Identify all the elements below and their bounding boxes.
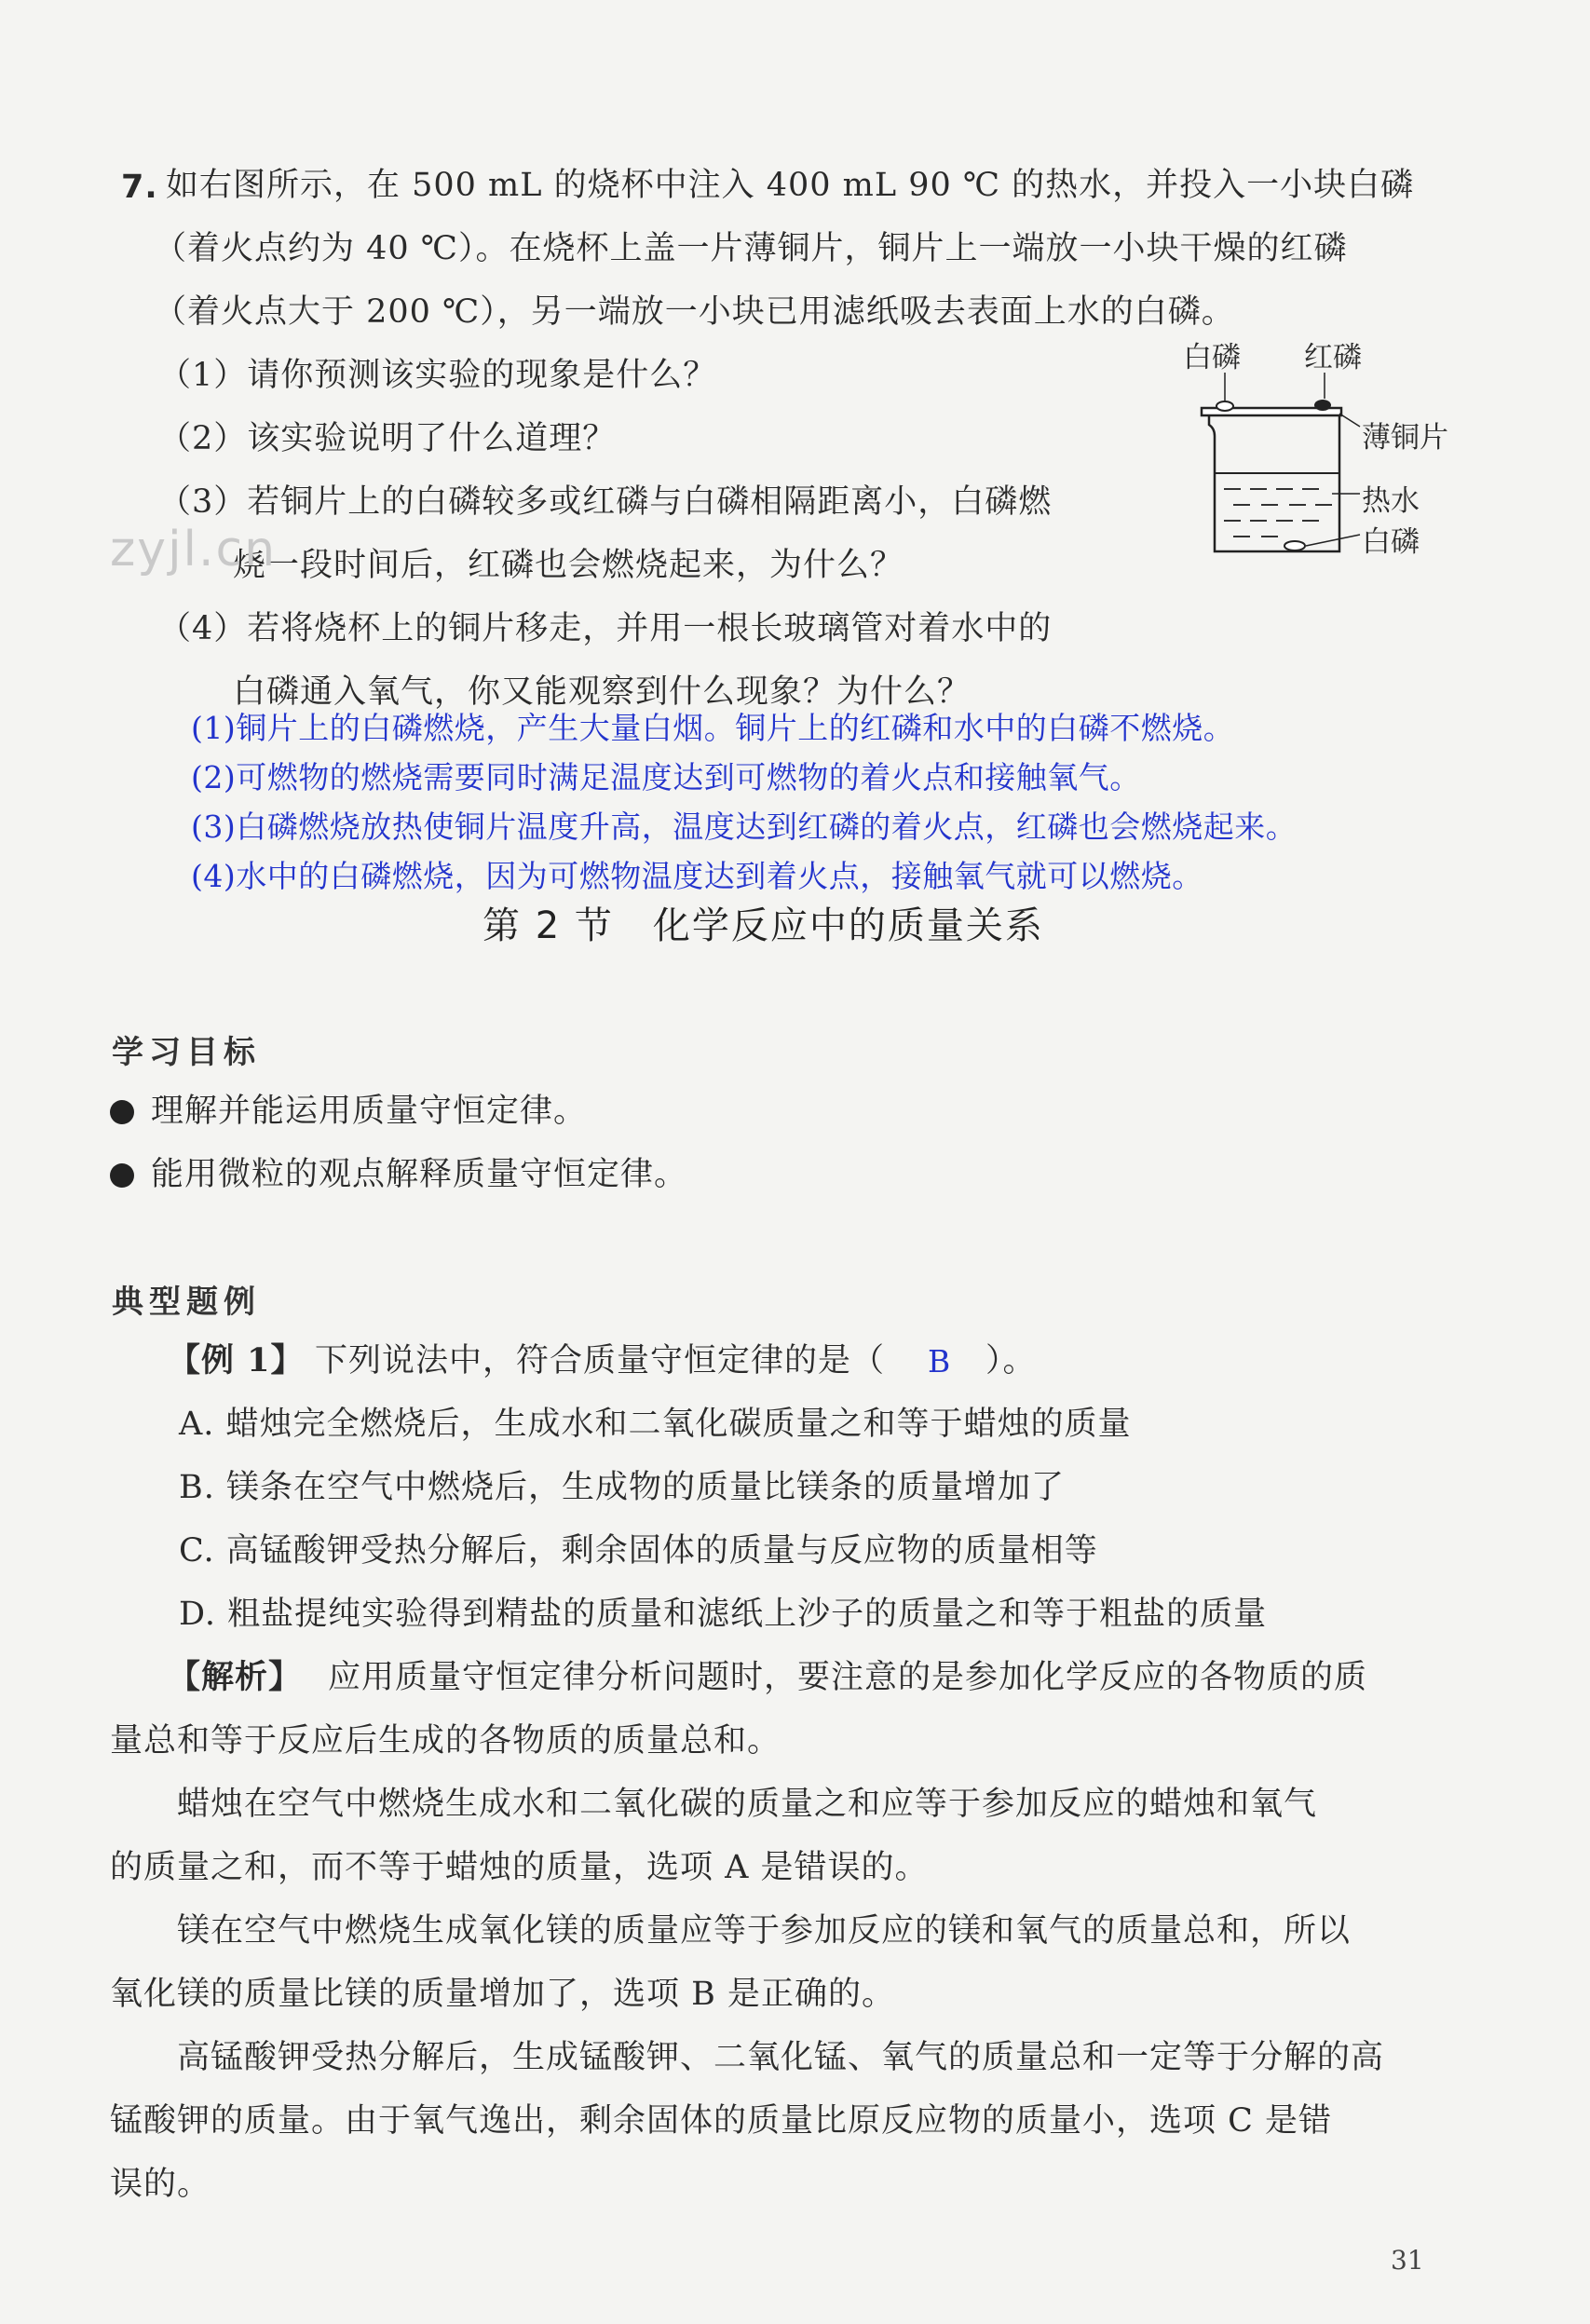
analysis-text: 的质量之和，而不等于蜡烛的质量，选项 A 是错误的。 — [110, 1849, 929, 1886]
question-line: （着火点大于 200 ℃），另一端放一小块已用滤纸吸去表面上水的白磷。 — [154, 293, 1235, 331]
option-a: A. 蜡烛完全燃烧后，生成水和二氧化碳质量之和等于蜡烛的质量 — [179, 1406, 1132, 1443]
analysis-text: 镁在空气中燃烧生成氧化镁的质量应等于参加反应的镁和氧气的质量总和，所以 — [177, 1912, 1352, 1950]
watermark: zyjl.cn — [110, 522, 278, 578]
sub-question-4: （4）若将烧杯上的铜片移走，并用一根长玻璃管对着水中的 — [158, 610, 1053, 647]
example-question: 下列说法中，符合质量守恒定律的是（ — [315, 1342, 886, 1379]
analysis-text: 蜡烛在空气中燃烧生成水和二氧化碳的质量之和应等于参加反应的蜡烛和氧气 — [177, 1786, 1318, 1823]
goals-heading: 学习目标 — [112, 1034, 261, 1071]
bullet-icon — [110, 1100, 134, 1124]
question-number: 7. — [121, 169, 158, 206]
analysis-label: 【解析】 — [168, 1658, 303, 1696]
label-copper-plate: 薄铜片 — [1362, 421, 1448, 455]
example-answer: B — [928, 1343, 951, 1379]
beaker-figure — [1183, 335, 1462, 568]
example-question-close: ）。 — [985, 1342, 1037, 1379]
answer-line: (4)水中的白磷燃烧，因为可燃物温度达到着火点，接触氧气就可以燃烧。 — [191, 858, 1203, 894]
sub-question-1: （1）请你预测该实验的现象是什么？ — [158, 357, 717, 394]
sub-question-3-cont: 烧一段时间后，红磷也会燃烧起来，为什么？ — [233, 547, 904, 584]
goal-item: 能用微粒的观点解释质量守恒定律。 — [151, 1156, 688, 1193]
option-b: B. 镁条在空气中燃烧后，生成物的质量比镁条的质量增加了 — [179, 1469, 1065, 1506]
analysis-text: 高锰酸钾受热分解后，生成锰酸钾、二氧化锰、氧气的质量总和一定等于分解的高 — [177, 2039, 1385, 2076]
analysis-text: 量总和等于反应后生成的各物质的质量总和。 — [110, 1722, 781, 1760]
sub-question-4-cont: 白磷通入氧气，你又能观察到什么现象？为什么？ — [233, 673, 972, 711]
option-d: D. 粗盐提纯实验得到精盐的质量和滤纸上沙子的质量之和等于粗盐的质量 — [179, 1596, 1268, 1633]
analysis-text: 氧化镁的质量比镁的质量增加了，选项 B 是正确的。 — [110, 1976, 895, 2013]
question-line: 如右图所示，在 500 mL 的烧杯中注入 400 mL 90 ℃ 的热水，并投入一小块白磷 — [166, 167, 1415, 204]
analysis-text: 应用质量守恒定律分析问题时，要注意的是参加化学反应的各物质的质 — [328, 1659, 1368, 1696]
goal-item: 理解并能运用质量守恒定律。 — [151, 1093, 588, 1130]
label-hot-water: 热水 — [1362, 484, 1420, 518]
answer-line: (2)可燃物的燃烧需要同时满足温度达到可燃物的着火点和接触氧气。 — [191, 759, 1141, 795]
bullet-icon — [110, 1163, 134, 1188]
analysis-text: 误的。 — [110, 2166, 211, 2203]
section-title: 第 2 节 化学反应中的质量关系 — [482, 904, 1044, 947]
page-number: 31 — [1391, 2245, 1424, 2276]
option-c: C. 高锰酸钾受热分解后，剩余固体的质量与反应物的质量相等 — [179, 1532, 1098, 1570]
answer-line: (1)铜片上的白磷燃烧，产生大量白烟。铜片上的红磷和水中的白磷不燃烧。 — [191, 710, 1235, 746]
label-white-phosphorus-bottom: 白磷 — [1362, 525, 1420, 559]
sub-question-2: （2）该实验说明了什么道理？ — [158, 420, 617, 457]
label-red-phosphorus: 红磷 — [1304, 341, 1362, 374]
question-line: （着火点约为 40 ℃）。在烧杯上盖一片薄铜片，铜片上一端放一小块干燥的红磷 — [154, 230, 1348, 267]
examples-heading: 典型题例 — [112, 1284, 261, 1321]
answer-line: (3)白磷燃烧放热使铜片温度升高，温度达到红磷的着火点，红磷也会燃烧起来。 — [191, 809, 1298, 845]
sub-question-3: （3）若铜片上的白磷较多或红磷与白磷相隔距离小，白磷燃 — [158, 483, 1053, 521]
label-white-phosphorus-top: 白磷 — [1183, 341, 1241, 374]
analysis-text: 锰酸钾的质量。由于氧气逸出，剩余固体的质量比原反应物的质量小，选项 C 是错 — [110, 2102, 1333, 2140]
example-label: 【例 1】 — [168, 1341, 305, 1379]
